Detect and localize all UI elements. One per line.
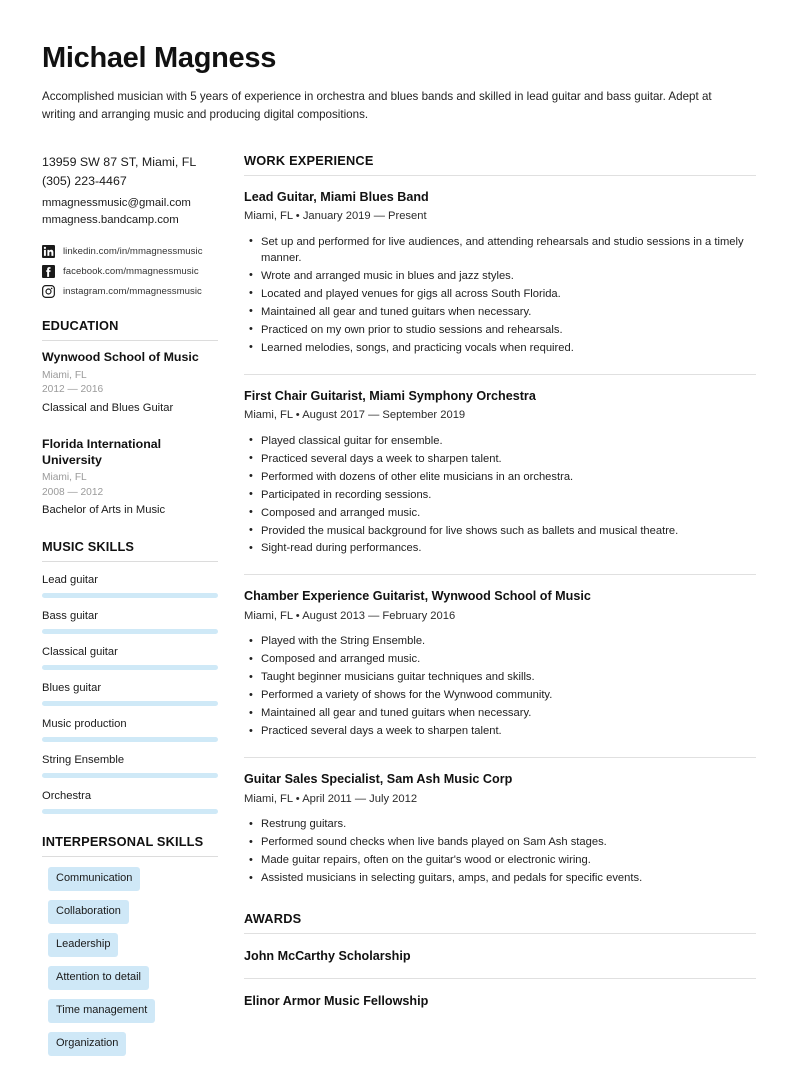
skill-chip: Communication (48, 867, 140, 891)
job-bullet: • Located and played venues for gigs all across South Florida. (261, 286, 756, 302)
skill-chip-list (42, 867, 218, 1065)
skill-chip: Leadership (48, 933, 118, 957)
professional-summary: Accomplished musician with 5 years of experience in orchestra and blues bands and skilled in lead guitar and bass guitar. Adept at writing and arranging music and producing digital compositions. (42, 88, 742, 124)
job-bullet: • Practiced on my own prior to studio sessions and rehearsals. (261, 322, 756, 338)
education-heading: EDUCATION (42, 318, 218, 333)
spacer (244, 558, 756, 574)
skill-item (42, 573, 218, 598)
job-meta: Miami, FL • August 2013 — February 2016 (244, 609, 756, 625)
interpersonal-skills-heading: INTERPERSONAL SKILLS (42, 834, 218, 849)
skill-bar (42, 665, 218, 670)
social-links (42, 245, 218, 298)
spacer (244, 358, 756, 374)
skill-chip: Collaboration (48, 900, 129, 924)
contact-block (42, 153, 218, 230)
resume-header (42, 42, 756, 125)
social-link-label: facebook.com/mmagnessmusic (63, 267, 199, 277)
work-experience-heading: WORK EXPERIENCE (244, 153, 756, 168)
contact-phone[interactable]: (305) 223-4467 (42, 172, 218, 191)
awards-heading: AWARDS (244, 911, 756, 926)
contact-website[interactable]: mmagness.bandcamp.com (42, 212, 218, 229)
music-skills-heading: MUSIC SKILLS (42, 539, 218, 554)
music-skills-section (42, 539, 218, 815)
job-bullet: • Practiced several days a week to sharpen talent. (261, 451, 756, 467)
sidebar (42, 153, 218, 1065)
education-dates: 2012 — 2016 (42, 383, 218, 398)
job-bullet: • Set up and performed for live audiences, and attending rehearsals and studio sessions in a timely manner. (261, 234, 756, 267)
divider (42, 856, 218, 857)
skill-label: Blues guitar (42, 681, 218, 696)
contact-email[interactable]: mmagnessmusic@gmail.com (42, 195, 218, 212)
education-school: Florida International University (42, 437, 218, 468)
job-entry (244, 758, 756, 886)
award-item: Elinor Armor Music Fellowship (244, 979, 756, 1023)
job-entry (244, 575, 756, 739)
job-bullet-list (244, 816, 756, 886)
spacer (42, 416, 218, 428)
job-bullet: • Played classical guitar for ensemble. (261, 433, 756, 449)
job-title: First Chair Guitarist, Miami Symphony Orchestra (244, 388, 756, 404)
job-bullet: • Performed a variety of shows for the Wynwood community. (261, 687, 756, 703)
skill-chip: Attention to detail (48, 966, 149, 990)
spacer (244, 741, 756, 757)
job-bullet: • Taught beginner musicians guitar techniques and skills. (261, 669, 756, 685)
work-experience-section (244, 153, 756, 887)
social-link-label: linkedin.com/in/mmagnessmusic (63, 247, 203, 257)
skill-label: Classical guitar (42, 645, 218, 660)
award-item: John McCarthy Scholarship (244, 934, 756, 978)
job-bullet: • Assisted musicians in selecting guitars, amps, and pedals for specific events. (261, 870, 756, 886)
job-bullet-list (244, 234, 756, 357)
skill-chip: Time management (48, 999, 155, 1023)
job-bullet: • Sight-read during performances. (261, 540, 756, 556)
resume-body (42, 153, 756, 1065)
skill-label: Music production (42, 717, 218, 732)
job-bullet: • Played with the String Ensemble. (261, 633, 756, 649)
job-bullet-list (244, 433, 756, 557)
skill-label: String Ensemble (42, 753, 218, 768)
education-location: Miami, FL (42, 368, 218, 383)
social-link-linkedin[interactable] (42, 245, 218, 258)
skill-item (42, 645, 218, 670)
job-bullet-list (244, 633, 756, 739)
job-meta: Miami, FL • August 2017 — September 2019 (244, 408, 756, 424)
education-section (42, 318, 218, 519)
job-bullet: • Provided the musical background for live shows such as ballets and musical theatre. (261, 523, 756, 539)
job-title: Chamber Experience Guitarist, Wynwood School of Music (244, 588, 756, 604)
job-bullet: • Maintained all gear and tuned guitars when necessary. (261, 705, 756, 721)
job-bullet: • Composed and arranged music. (261, 505, 756, 521)
skill-item (42, 681, 218, 706)
job-title: Lead Guitar, Miami Blues Band (244, 189, 756, 205)
page-title: Michael Magness (42, 42, 756, 75)
job-bullet: • Made guitar repairs, often on the guitar's wood or electronic wiring. (261, 852, 756, 868)
job-bullet: • Restrung guitars. (261, 816, 756, 832)
job-bullet: • Composed and arranged music. (261, 651, 756, 667)
education-dates: 2008 — 2012 (42, 486, 218, 501)
education-degree: Classical and Blues Guitar (42, 400, 218, 416)
skill-label: Bass guitar (42, 609, 218, 624)
education-item (42, 437, 218, 519)
skill-bar (42, 593, 218, 598)
skill-bar (42, 737, 218, 742)
main-content (244, 153, 756, 1024)
job-entry (244, 375, 756, 557)
skill-item (42, 789, 218, 814)
interpersonal-skills-section (42, 834, 218, 1065)
divider (42, 561, 218, 562)
skill-bar (42, 701, 218, 706)
job-bullet: • Performed sound checks when live bands played on Sam Ash stages. (261, 834, 756, 850)
contact-address: 13959 SW 87 ST, Miami, FL (42, 153, 218, 172)
job-bullet: • Maintained all gear and tuned guitars when necessary. (261, 304, 756, 320)
skill-bar (42, 809, 218, 814)
social-link-instagram[interactable] (42, 285, 218, 298)
skill-bar (42, 773, 218, 778)
job-entry (244, 176, 756, 357)
job-bullet: • Wrote and arranged music in blues and jazz styles. (261, 268, 756, 284)
skill-item (42, 609, 218, 634)
job-title: Guitar Sales Specialist, Sam Ash Music Corp (244, 771, 756, 787)
social-link-label: instagram.com/mmagnessmusic (63, 287, 202, 297)
awards-section (244, 911, 756, 1024)
job-bullet: • Participated in recording sessions. (261, 487, 756, 503)
job-bullet: • Performed with dozens of other elite musicians in an orchestra. (261, 469, 756, 485)
linkedin-icon (42, 245, 55, 258)
education-location: Miami, FL (42, 470, 218, 485)
skill-item (42, 717, 218, 742)
skill-bar (42, 629, 218, 634)
facebook-icon (42, 265, 55, 278)
job-bullet: • Practiced several days a week to sharpen talent. (261, 723, 756, 739)
instagram-icon (42, 285, 55, 298)
social-link-facebook[interactable] (42, 265, 218, 278)
education-item (42, 350, 218, 416)
skill-label: Orchestra (42, 789, 218, 804)
job-meta: Miami, FL • April 2011 — July 2012 (244, 792, 756, 808)
divider (42, 340, 218, 341)
education-degree: Bachelor of Arts in Music (42, 502, 218, 518)
skill-chip: Organization (48, 1032, 126, 1056)
job-bullet: • Learned melodies, songs, and practicing vocals when required. (261, 340, 756, 356)
education-school: Wynwood School of Music (42, 350, 218, 366)
skill-item (42, 753, 218, 778)
skill-label: Lead guitar (42, 573, 218, 588)
job-meta: Miami, FL • January 2019 — Present (244, 209, 756, 225)
